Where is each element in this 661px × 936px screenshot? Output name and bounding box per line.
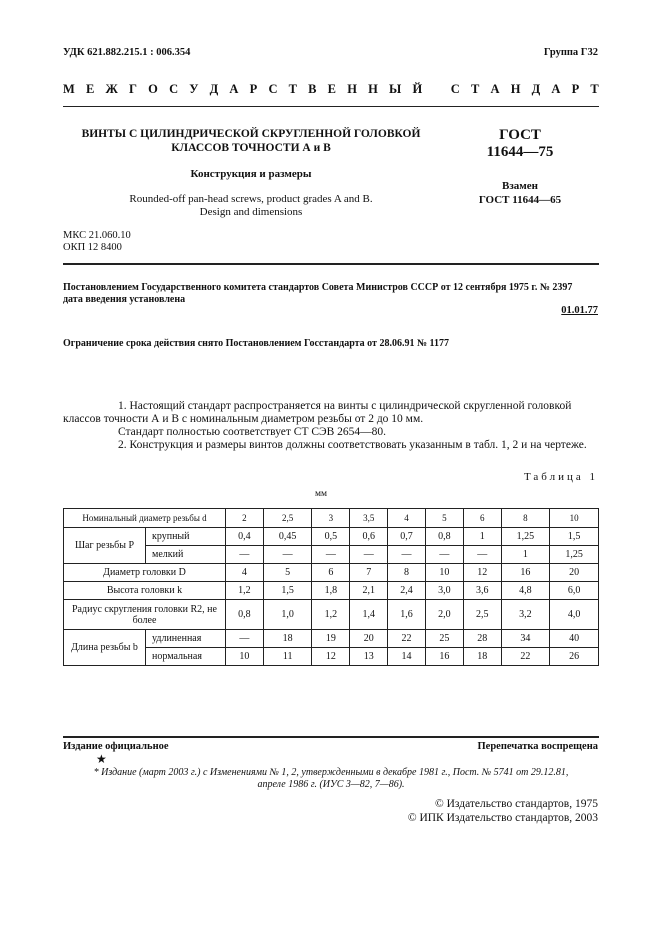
standard-kind-letter: Е [85, 82, 95, 96]
table-row [64, 564, 599, 582]
mks-code: МКС 21.060.10 [63, 230, 131, 241]
pitch-fine-value: — [388, 546, 426, 564]
length-long-value: 20 [350, 630, 388, 648]
group-code: Группа Г32 [543, 47, 598, 58]
length-normal-value: 10 [226, 648, 264, 666]
english-line-2: Design and dimensions [199, 206, 303, 218]
head-diam-value: 8 [388, 564, 426, 582]
english-title [63, 193, 439, 219]
limitation-note: Ограничение срока действия снято Постановлением Госстандарта от 28.06.91 № 1177 [63, 338, 449, 349]
footer-divider [63, 736, 599, 738]
table-row [64, 582, 599, 600]
pitch-coarse-value: 1,25 [501, 528, 550, 546]
decree-text [63, 282, 603, 306]
paragraph-1-line-3: Стандарт полностью соответствует СТ СЭВ 2654—80. [118, 426, 387, 438]
length-group-cell [64, 630, 146, 666]
reprint-prohibited: Перепечатка воспрещена [477, 741, 598, 752]
standard-kind-letter: Н [510, 82, 521, 96]
head-label-cell [64, 509, 226, 528]
length-long-value: 19 [312, 630, 350, 648]
radius-value: 1,4 [350, 600, 388, 630]
length-long-value: 40 [550, 630, 599, 648]
radius-value: 1,0 [263, 600, 312, 630]
head-height-value: 4,8 [501, 582, 550, 600]
title-divider [63, 263, 599, 265]
radius-value: 0,8 [226, 600, 264, 630]
gost-number: 11644—75 [486, 144, 554, 160]
standard-kind-letter: Р [249, 82, 258, 96]
replaces-label: Взамен [502, 180, 538, 192]
head-height-value: 3,0 [425, 582, 463, 600]
standard-kind-letter: Т [590, 82, 599, 96]
title-line-1: ВИНТЫ С ЦИЛИНДРИЧЕСКОЙ СКРУГЛЕННОЙ ГОЛОВКОЙ [81, 128, 421, 140]
header-divider [63, 106, 599, 107]
pitch-coarse-value: 0,6 [350, 528, 388, 546]
head-diam-value: 16 [501, 564, 550, 582]
pitch-coarse-value: 0,4 [226, 528, 264, 546]
standard-kind-letter: А [229, 82, 239, 96]
diameter-cell: 6 [463, 509, 501, 528]
pitch-fine-value: — [350, 546, 388, 564]
standard-kind-letter: С [268, 82, 278, 96]
gost-label: ГОСТ [499, 127, 541, 143]
subtitle: Конструкция и размеры [190, 168, 312, 180]
diameter-cell: 4 [388, 509, 426, 528]
diameter-cell: 3,5 [350, 509, 388, 528]
table-unit: мм [315, 489, 328, 499]
length-normal-value: 18 [463, 648, 501, 666]
pitch-coarse-value: 0,45 [263, 528, 312, 546]
edition-note [63, 767, 599, 791]
standard-kind-letter: Ы [389, 82, 402, 96]
radius-value: 3,2 [501, 600, 550, 630]
dimensions-table [63, 508, 599, 666]
standard-kind-letter: Е [327, 82, 337, 96]
standard-kind-letter: Г [129, 82, 137, 96]
table-head-row [64, 509, 599, 528]
standard-kind-letter: Д [531, 82, 541, 96]
standard-kind-letter: О [148, 82, 158, 96]
length-normal-value: 22 [501, 648, 550, 666]
udk-code: УДК 621.882.215.1 : 006.354 [63, 47, 191, 58]
head-height-label: Высота головки k [106, 585, 183, 596]
paragraph-2: 2. Конструкция и размеры винтов должны соответствовать указанным в табл. 1, 2 и на чертеже. [118, 439, 587, 451]
length-long-cell [146, 630, 226, 648]
copyright-2: © ИПК Издательство стандартов, 2003 [407, 812, 598, 824]
head-diam-value: 4 [226, 564, 264, 582]
table-row [64, 630, 599, 648]
standard-kind-letter: В [308, 82, 317, 96]
diameter-cell: 5 [425, 509, 463, 528]
standard-kind-letter: Н [347, 82, 357, 96]
head-diam-value: 7 [350, 564, 388, 582]
length-normal-value: 26 [550, 648, 599, 666]
length-long-value: 25 [425, 630, 463, 648]
pitch-coarse-value: 0,5 [312, 528, 350, 546]
pitch-coarse-value: 1 [463, 528, 501, 546]
pitch-fine-value: 1 [501, 546, 550, 564]
standard-kind-letter: Д [209, 82, 219, 96]
title [63, 127, 439, 155]
head-height-value: 3,6 [463, 582, 501, 600]
pitch-fine-value: — [463, 546, 501, 564]
radius-value: 1,2 [312, 600, 350, 630]
diameter-cell: 3 [312, 509, 350, 528]
head-diam-value: 10 [425, 564, 463, 582]
star-icon: ★ [96, 752, 107, 766]
body-text [63, 400, 599, 452]
diameter-cell: 2 [226, 509, 264, 528]
standard-kind-letter: У [189, 82, 199, 96]
replaces [470, 179, 570, 207]
pitch-coarse-value: 0,8 [425, 528, 463, 546]
radius-value: 2,0 [425, 600, 463, 630]
diameter-cell: 2,5 [263, 509, 312, 528]
pitch-coarse-label: крупный [152, 531, 190, 542]
head-diam-label: Диаметр головки D [103, 567, 186, 578]
pitch-coarse-value: 0,7 [388, 528, 426, 546]
official-edition: Издание официальное [63, 741, 169, 752]
pitch-fine-value: — [312, 546, 350, 564]
length-long-label: удлиненная [152, 633, 202, 644]
pitch-fine-value: 1,25 [550, 546, 599, 564]
classification-codes [63, 230, 131, 254]
diameter-cell: 8 [501, 509, 550, 528]
radius-value: 2,5 [463, 600, 501, 630]
title-line-2: КЛАССОВ ТОЧНОСТИ А и В [171, 142, 331, 154]
copyright-1: © Издательство стандартов, 1975 [434, 798, 598, 810]
standard-kind-letter: Т [470, 82, 480, 96]
head-diam-value: 5 [263, 564, 312, 582]
head-height-value: 1,2 [226, 582, 264, 600]
head-height-value: 2,1 [350, 582, 388, 600]
radius-label: Радиус скругления головки R2, не более [72, 603, 217, 626]
length-normal-value: 11 [263, 648, 312, 666]
paragraph-1-line-1: 1. Настоящий стандарт распространяется на винты с цилиндрической скругленной головкой [118, 400, 572, 412]
head-diam-value: 6 [312, 564, 350, 582]
length-group-label: Длина резьбы b [71, 642, 138, 653]
table-caption: Таблица 1 [523, 471, 598, 483]
length-normal-cell [146, 648, 226, 666]
length-normal-value: 16 [425, 648, 463, 666]
pitch-fine-label: мелкий [152, 549, 184, 560]
pitch-group-cell [64, 528, 146, 564]
radius-value: 1,6 [388, 600, 426, 630]
diameter-cell: 10 [550, 509, 599, 528]
standard-kind-letter [433, 82, 439, 97]
head-height-value: 2,4 [388, 582, 426, 600]
standard-kind-letter: А [490, 82, 500, 96]
decree-line-1: Постановлением Государственного комитета стандартов Совета Министров СССР от 12 сентября 1975 г. № 2397 [63, 282, 573, 293]
standard-kind-letter: М [63, 82, 75, 96]
standard-kind-letter: Н [368, 82, 378, 96]
length-long-value: 34 [501, 630, 550, 648]
replaces-value: ГОСТ 11644—65 [478, 194, 562, 206]
pitch-fine-cell [146, 546, 226, 564]
pitch-coarse-cell [146, 528, 226, 546]
head-height-cell [64, 582, 226, 600]
head-height-value: 1,5 [263, 582, 312, 600]
english-line-1: Rounded-off pan-head screws, product grades A and B. [129, 193, 373, 205]
length-normal-value: 13 [350, 648, 388, 666]
length-long-value: 22 [388, 630, 426, 648]
paragraph-1-line-2: классов точности А и В с номинальным диаметром резьбы от 2 до 10 мм. [63, 413, 424, 425]
standard-kind [63, 82, 599, 97]
gost-designation [470, 127, 570, 161]
standard-kind-letter: С [450, 82, 460, 96]
length-long-value: 28 [463, 630, 501, 648]
table-row [64, 600, 599, 630]
head-diam-value: 12 [463, 564, 501, 582]
copyright [408, 797, 598, 825]
standard-kind-letter: С [169, 82, 179, 96]
head-height-value: 1,8 [312, 582, 350, 600]
head-diam-value: 20 [550, 564, 599, 582]
standard-kind-letter: Й [412, 82, 423, 96]
pitch-coarse-value: 1,5 [550, 528, 599, 546]
standard-kind-letter: Ж [105, 82, 118, 96]
standard-kind-letter: Р [571, 82, 580, 96]
length-long-value: 18 [263, 630, 312, 648]
length-normal-value: 12 [312, 648, 350, 666]
standard-kind-letter: А [551, 82, 561, 96]
radius-value: 4,0 [550, 600, 599, 630]
edition-line-2: апреле 1986 г. (ИУС 3—82, 7—86). [257, 779, 405, 790]
radius-cell [64, 600, 226, 630]
head-label: Номинальный диаметр резьбы d [82, 513, 207, 523]
length-normal-label: нормальная [152, 651, 202, 662]
head-diam-cell [64, 564, 226, 582]
length-normal-value: 14 [388, 648, 426, 666]
standard-kind-letter: Т [288, 82, 297, 96]
edition-line-1: * Издание (март 2003 г.) с Изменениями № 1, 2, утвержденными в декабре 1981 г., Пост. № 5741 от 29.12.81, [93, 767, 569, 778]
decree-line-2: дата введения установлена [63, 294, 186, 305]
pitch-fine-value: — [263, 546, 312, 564]
pitch-group-label: Шаг резьбы P [74, 540, 135, 551]
head-height-value: 6,0 [550, 582, 599, 600]
pitch-fine-value: — [425, 546, 463, 564]
pitch-fine-value: — [226, 546, 264, 564]
table-row [64, 528, 599, 546]
okp-code: ОКП 12 8400 [63, 242, 122, 253]
length-long-value: — [226, 630, 264, 648]
introduction-date: 01.01.77 [561, 305, 598, 316]
